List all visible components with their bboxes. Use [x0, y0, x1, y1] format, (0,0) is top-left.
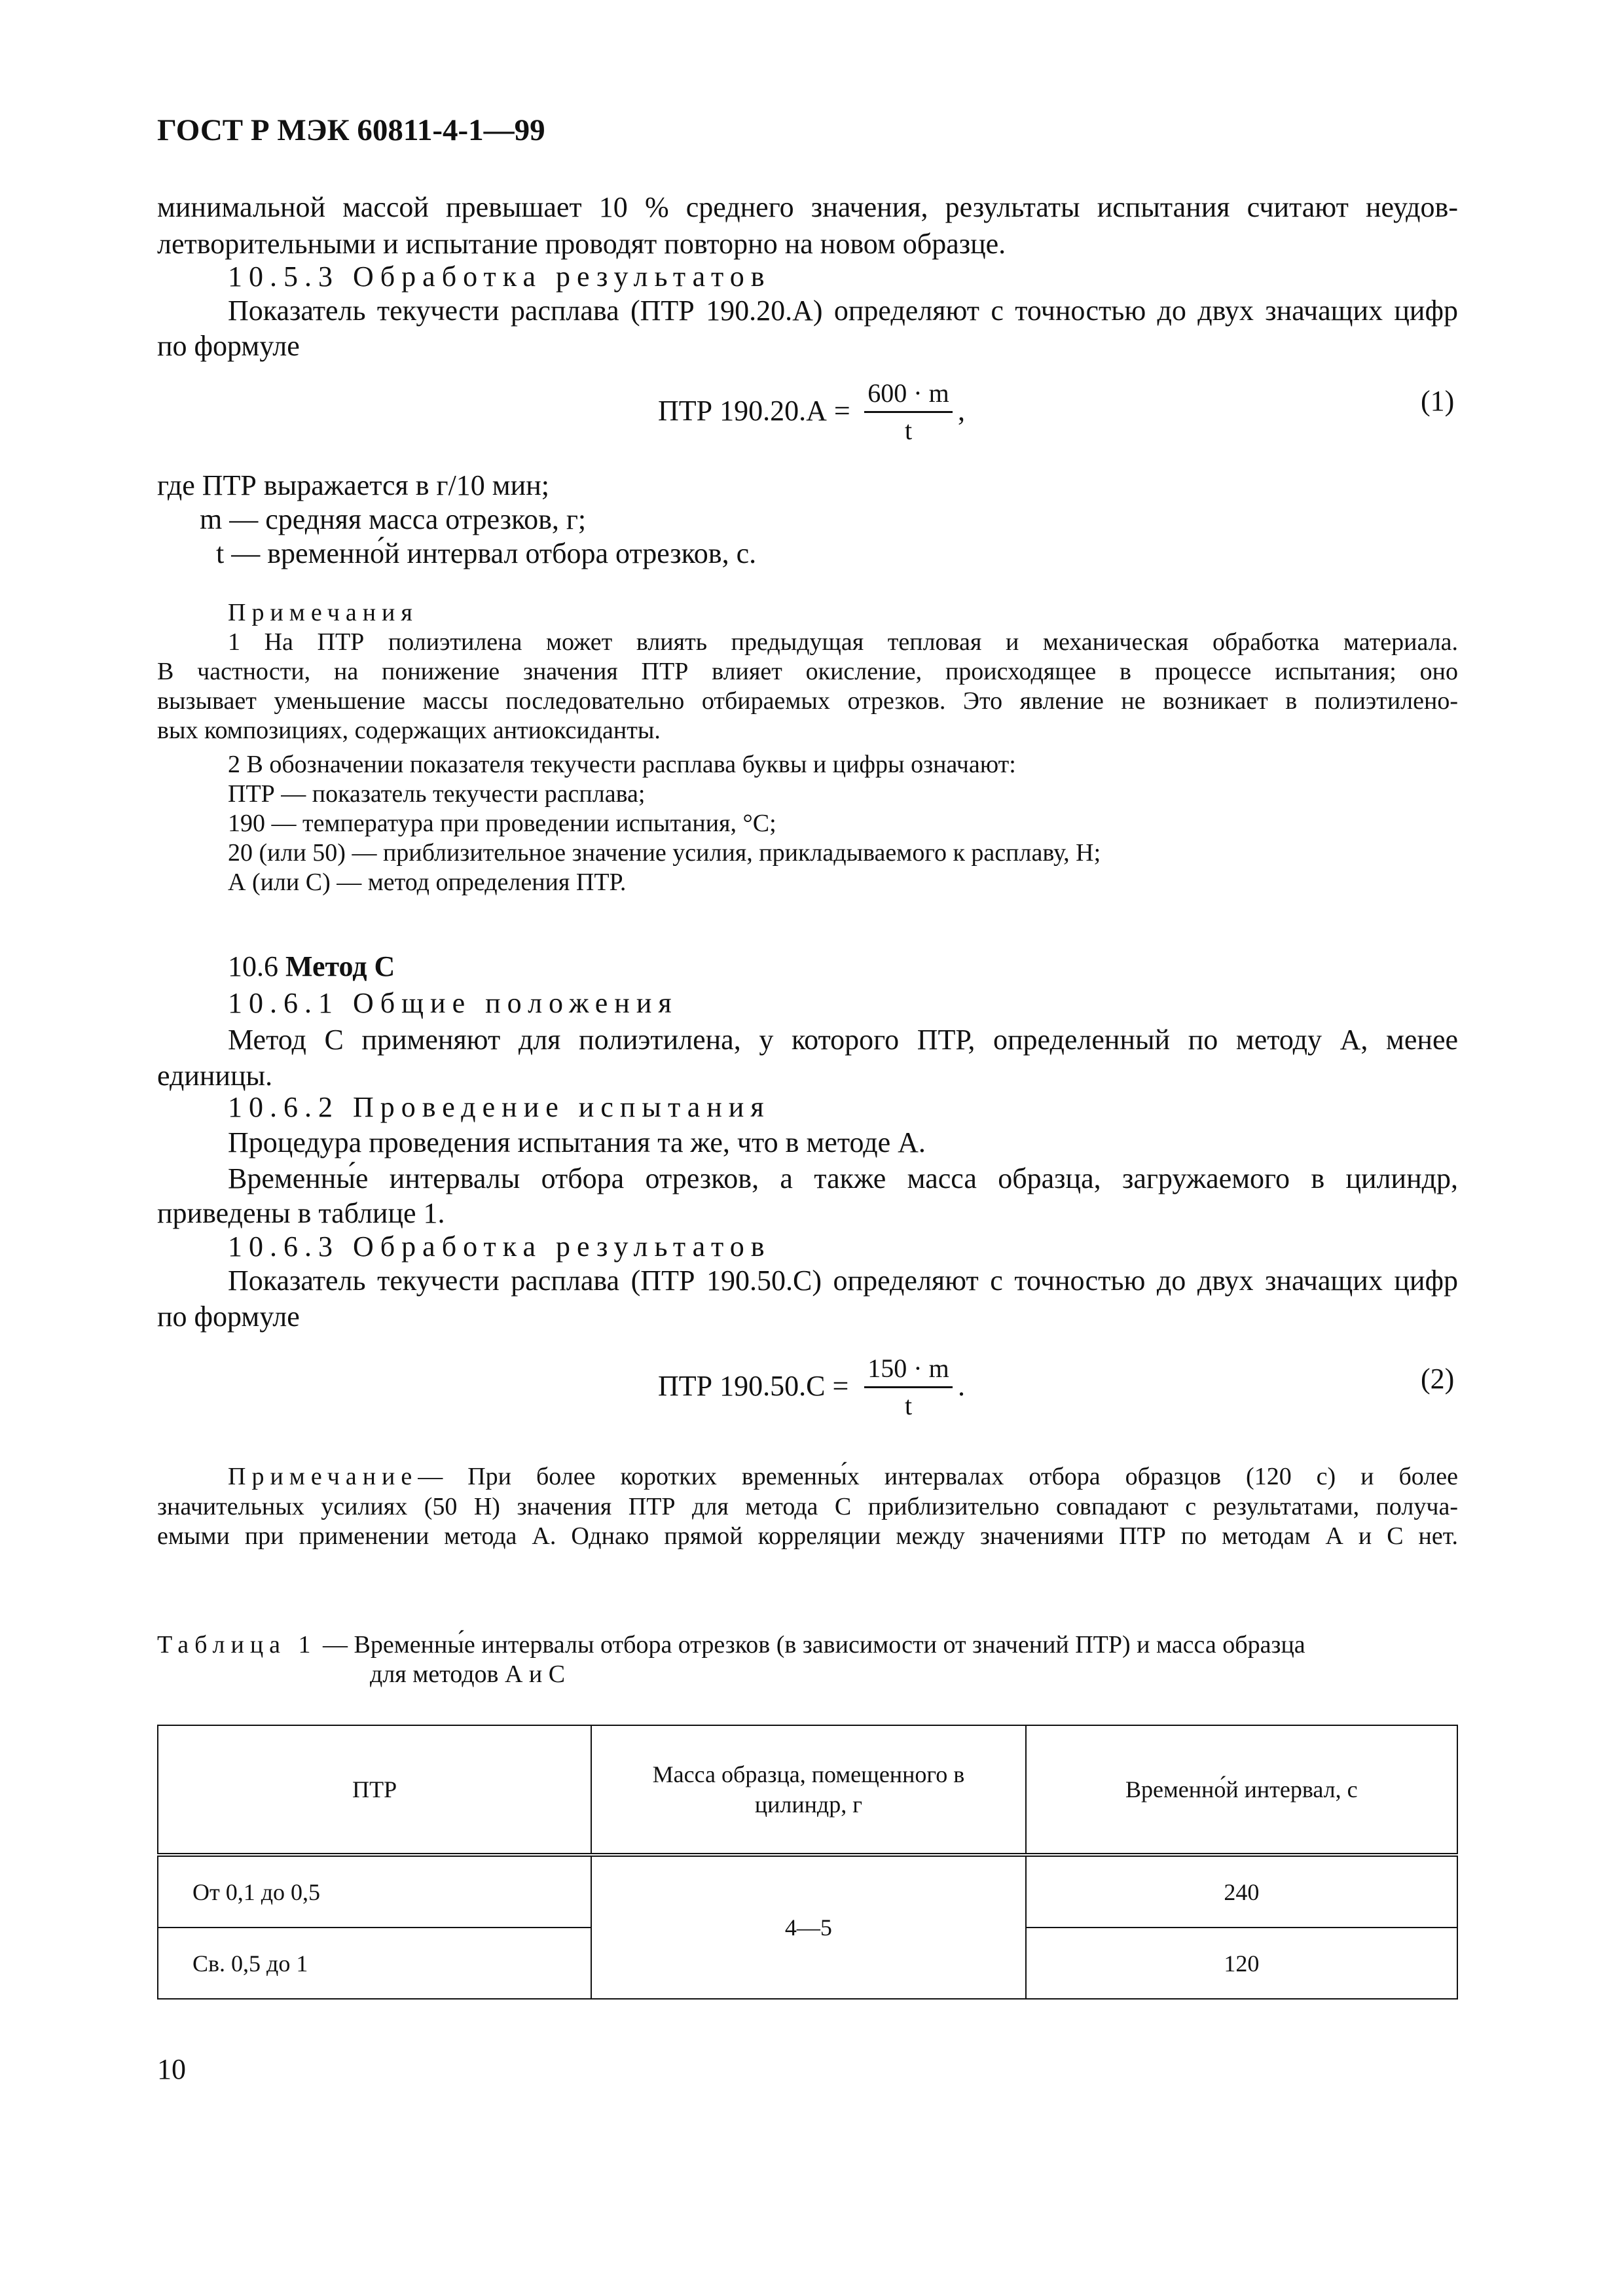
fraction-denominator: t	[904, 416, 913, 445]
note-line: вызывает уменьшение массы последовательно отбираемых отрезков. Это явление не возникает в полиэтилено-	[157, 687, 1458, 715]
paragraph-line: Процедура проведения испытания та же, что в методе А.	[228, 1126, 926, 1158]
table-cell: Св. 0,5 до 1	[158, 1928, 591, 1999]
formula-lhs: ПТР 190.50.С =	[658, 1370, 849, 1402]
fraction-bar	[864, 1386, 953, 1388]
formula-lhs: ПТР 190.20.А =	[658, 395, 850, 427]
subsection-heading: 10.6.2 Проведение испытания	[228, 1091, 771, 1123]
table-header-cell: Временно́й интервал, с	[1026, 1725, 1457, 1855]
table-header-row	[158, 1725, 1457, 1855]
paragraph-line: приведены в таблице 1.	[157, 1197, 445, 1229]
note-label: Примечание	[228, 1463, 418, 1490]
where-line: m — средняя масса отрезков, г;	[200, 503, 587, 535]
formula-punctuation: ,	[958, 395, 965, 427]
paragraph-line: Показатель текучести расплава (ПТР 190.20.А) определяют с точностью до двух значащих цифр	[228, 295, 1458, 327]
section-title: Метод С	[285, 950, 395, 982]
document-header: ГОСТ Р МЭК 60811-4-1—99	[157, 113, 545, 147]
paragraph-line: по формуле	[157, 1300, 300, 1333]
note-text: — При более коротких временны́х интервалах отбора образцов (120 с) и более	[418, 1463, 1458, 1490]
note-line	[228, 1462, 1458, 1492]
table-cell: 4—5	[591, 1855, 1025, 1999]
header-line: цилиндр, г	[754, 1791, 862, 1818]
note-line: 20 (или 50) — приблизительное значение усилия, прикладываемого к расплаву, Н;	[228, 839, 1101, 867]
note-line: вых композициях, содержащих антиоксиданты.	[157, 717, 661, 744]
note-line: ПТР — показатель текучести расплава;	[228, 780, 646, 808]
table-cell: 120	[1026, 1928, 1457, 1999]
page-number: 10	[157, 2053, 186, 2085]
table-cell: От 0,1 до 0,5	[158, 1855, 591, 1928]
notes-title: Примечания	[228, 599, 418, 626]
table-cell: 240	[1026, 1855, 1457, 1928]
section-number: 10.6	[228, 950, 278, 982]
fraction-denominator: t	[904, 1391, 913, 1420]
header-line: Масса образца, помещенного в	[652, 1761, 965, 1787]
note-line: 190 — температура при проведении испытания, °С;	[228, 810, 776, 837]
table-row	[158, 1855, 1457, 1928]
subsection-heading: 10.6.3 Обработка результатов	[228, 1230, 771, 1263]
note-line: А (или С) — метод определения ПТР.	[228, 869, 627, 896]
paragraph-line: по формуле	[157, 330, 300, 362]
table-label: Таблица 1	[157, 1631, 317, 1659]
paragraph-line: минимальной массой превышает 10 % среднего значения, результаты испытания считают неудов-	[157, 191, 1458, 223]
table-caption-continued: для методов А и С	[370, 1660, 566, 1688]
paragraph-line: единицы.	[157, 1060, 273, 1092]
where-line: t — временно́й интервал отбора отрезков, с.	[216, 537, 757, 569]
note-line: 1 На ПТР полиэтилена может влиять предыдущая тепловая и механическая обработка материала.	[228, 628, 1458, 656]
fraction-bar	[864, 411, 953, 413]
paragraph-line: летворительными и испытание проводят повторно на новом образце.	[157, 228, 1006, 260]
table-caption-text: — Временны́е интервалы отбора отрезков (в зависимости от значений ПТР) и масса образца	[323, 1631, 1305, 1659]
note-line: значительных усилиях (50 Н) значения ПТР для метода С приблизительно совпадают с результатами, получа-	[157, 1493, 1458, 1520]
table-caption	[157, 1630, 1305, 1660]
note-line: емыми при применении метода А. Однако прямой корреляции между значениями ПТР по методам А и С нет.	[157, 1522, 1458, 1550]
where-line: где ПТР выражается в г/10 мин;	[157, 469, 549, 501]
paragraph-line: Метод С применяют для полиэтилена, у которого ПТР, определенный по методу А, менее	[228, 1024, 1458, 1056]
data-table	[157, 1725, 1458, 2000]
formula-number: (1)	[1421, 385, 1455, 417]
table-header-cell	[591, 1725, 1025, 1855]
subsection-heading: 10.5.3 Обработка результатов	[228, 260, 771, 293]
section-heading	[228, 948, 395, 986]
paragraph-line: Показатель текучести расплава (ПТР 190.50.С) определяют с точностью до двух значащих цифр	[228, 1265, 1458, 1297]
fraction-numerator: 600 · m	[867, 378, 949, 408]
fraction-numerator: 150 · m	[867, 1354, 949, 1383]
formula-number: (2)	[1421, 1363, 1455, 1395]
note-line: В частности, на понижение значения ПТР влияет окисление, происходящее в процессе испытания; оно	[157, 658, 1458, 685]
subsection-heading: 10.6.1 Общие положения	[228, 987, 678, 1019]
formula-punctuation: .	[958, 1370, 965, 1402]
paragraph-line: Временны́е интервалы отбора отрезков, а также масса образца, загружаемого в цилиндр,	[228, 1162, 1458, 1194]
table-header-cell: ПТР	[158, 1725, 591, 1855]
formula-fraction	[864, 378, 953, 446]
formula-fraction	[864, 1354, 953, 1421]
note-line: 2 В обозначении показателя текучести расплава буквы и цифры означают:	[228, 751, 1016, 778]
